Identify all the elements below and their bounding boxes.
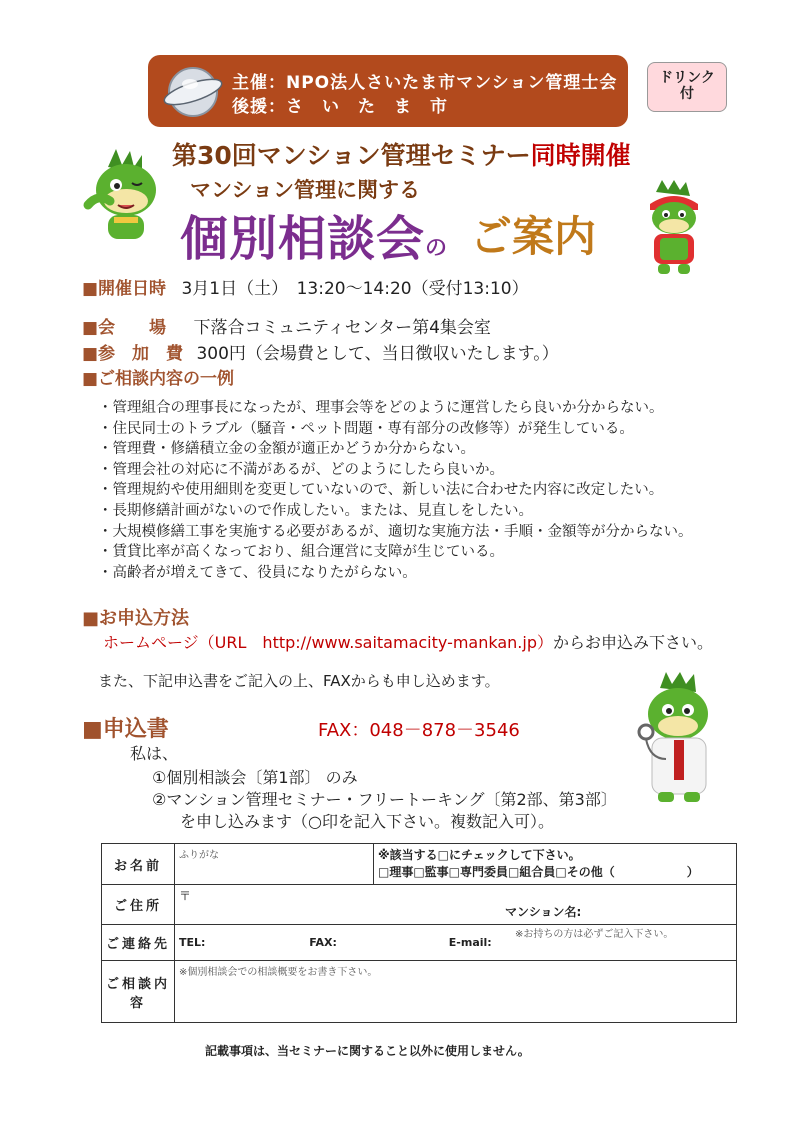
list-item: ・住民同士のトラブル（騒音・ペット問題・専有部分の改修等）が発生している。	[98, 420, 634, 437]
table-row	[102, 844, 737, 885]
seminar-title-suffix: 同時開催	[530, 141, 631, 170]
date-label: ■開催日時	[82, 279, 167, 299]
membership-cell[interactable]	[374, 844, 737, 885]
address-label: ご住所	[102, 885, 175, 925]
main-title-annai: ご案内	[470, 212, 597, 261]
list-item: ・大規模修繕工事を実施する必要があるが、適切な実施方法・手順・金額等が分からない。	[98, 523, 693, 540]
fee-value: 300円（会場費として、当日徴収いたします。）	[196, 344, 559, 364]
homepage-link[interactable]: ホームページ（URL http://www.saitamacity-mankan.jp）	[103, 633, 553, 652]
supporter-text: 後援：さ い た ま 市	[232, 97, 448, 117]
mascot-left-icon	[78, 145, 170, 245]
drink-line1: ドリンク	[659, 70, 715, 86]
check-note: ※該当する□にチェックして下さい。	[378, 848, 581, 862]
furigana-label: ふりがな	[179, 850, 219, 861]
venue-label: ■会 場	[82, 318, 167, 338]
consult-label: ご相談内容	[102, 961, 175, 1023]
contact-label: ご連絡先	[102, 925, 175, 961]
logo-icon	[162, 62, 224, 120]
organizer-text: 主催：NPO法人さいたま市マンション管理士会	[232, 73, 618, 93]
list-item: ・長期修繕計画がないので作成したい。または、見直しをしたい。	[98, 502, 533, 519]
list-item: ・管理費・修繕積立金の金額が適正かどうか分からない。	[98, 441, 475, 458]
mansion-note: ※お持ちの方は必ずご記入下さい。	[515, 929, 674, 940]
fax-field-label: FAX:	[309, 936, 337, 949]
list-item: ・管理組合の理事長になったが、理事会等をどのように運営したら良いか分からない。	[98, 400, 664, 416]
email-label: E-mail:	[448, 936, 492, 949]
homepage-line	[103, 630, 713, 653]
form-intro: 私は、	[130, 744, 179, 763]
main-title-text: 個別相談会	[180, 211, 426, 267]
table-row	[102, 885, 737, 925]
drink-badge	[647, 62, 727, 112]
application-form-table	[101, 843, 737, 1023]
venue-row	[82, 313, 491, 338]
main-title-no: の	[425, 236, 449, 261]
check-options[interactable]: □理事□監事□専門委員□組合員□その他（ ）	[378, 865, 699, 879]
mascot-right-icon	[640, 180, 708, 276]
form-option-1[interactable]: ①個別相談会〔第1部〕 のみ	[152, 768, 358, 787]
drink-line2: 付	[680, 86, 694, 102]
list-item: ・賃貸比率が高くなっており、組合運営に支障が生じている。	[98, 544, 504, 561]
venue-value: 下落合コミュニティセンター第4集会室	[193, 318, 491, 338]
fee-label: ■参 加 費	[82, 344, 184, 364]
form-apply-note: を申し込みます（○印を記入下さい。複数記入可）。	[180, 812, 554, 831]
date-value: 3月1日（土） 13:20～14:20（受付13:10）	[181, 279, 529, 299]
subtitle: マンション管理に関する	[190, 178, 421, 202]
fax-number: FAX：048－878－3546	[318, 720, 520, 741]
examples-heading	[82, 364, 234, 389]
date-row	[82, 274, 529, 299]
address-field[interactable]	[175, 885, 737, 940]
apply-heading: ■お申込方法	[82, 608, 190, 629]
main-title	[180, 200, 448, 269]
examples-label: ■ご相談内容の一例	[82, 369, 235, 389]
form-option-2[interactable]: ②マンション管理セミナー・フリートーキング〔第2部、第3部〕	[152, 790, 617, 809]
fax-apply-text: また、下記申込書をご記入の上、FAXからも申し込めます。	[98, 672, 500, 690]
mascot-doctor-icon	[636, 672, 722, 802]
list-item: ・管理規約や使用細則を変更していないので、新しい法に合わせた内容に改定したい。	[98, 482, 664, 499]
tel-label: TEL:	[179, 936, 206, 949]
form-heading: ■申込書	[82, 717, 169, 742]
seminar-title	[172, 136, 631, 172]
footer-note: 記載事項は、当セミナーに関すること以外に使用しません。	[205, 1044, 530, 1058]
list-item: ・管理会社の対応に不満があるが、どのようにしたら良いか。	[98, 461, 504, 478]
seminar-title-prefix: 第30回マンション管理セミナー	[172, 141, 531, 170]
homepage-suffix: からお申込み下さい。	[553, 633, 714, 652]
consult-field[interactable]	[175, 961, 737, 1023]
name-label: お名前	[102, 844, 175, 885]
name-field[interactable]	[175, 844, 374, 885]
examples-list	[98, 398, 693, 583]
list-item: ・高齢者が増えてきて、役員になりたがらない。	[98, 564, 417, 581]
mansion-label: マンション名:	[505, 905, 582, 919]
consult-note: ※個別相談会での相談概要をお書き下さい。	[179, 967, 378, 978]
table-row	[102, 961, 737, 1023]
postal-mark: 〒	[179, 889, 192, 903]
fee-row	[82, 339, 559, 364]
